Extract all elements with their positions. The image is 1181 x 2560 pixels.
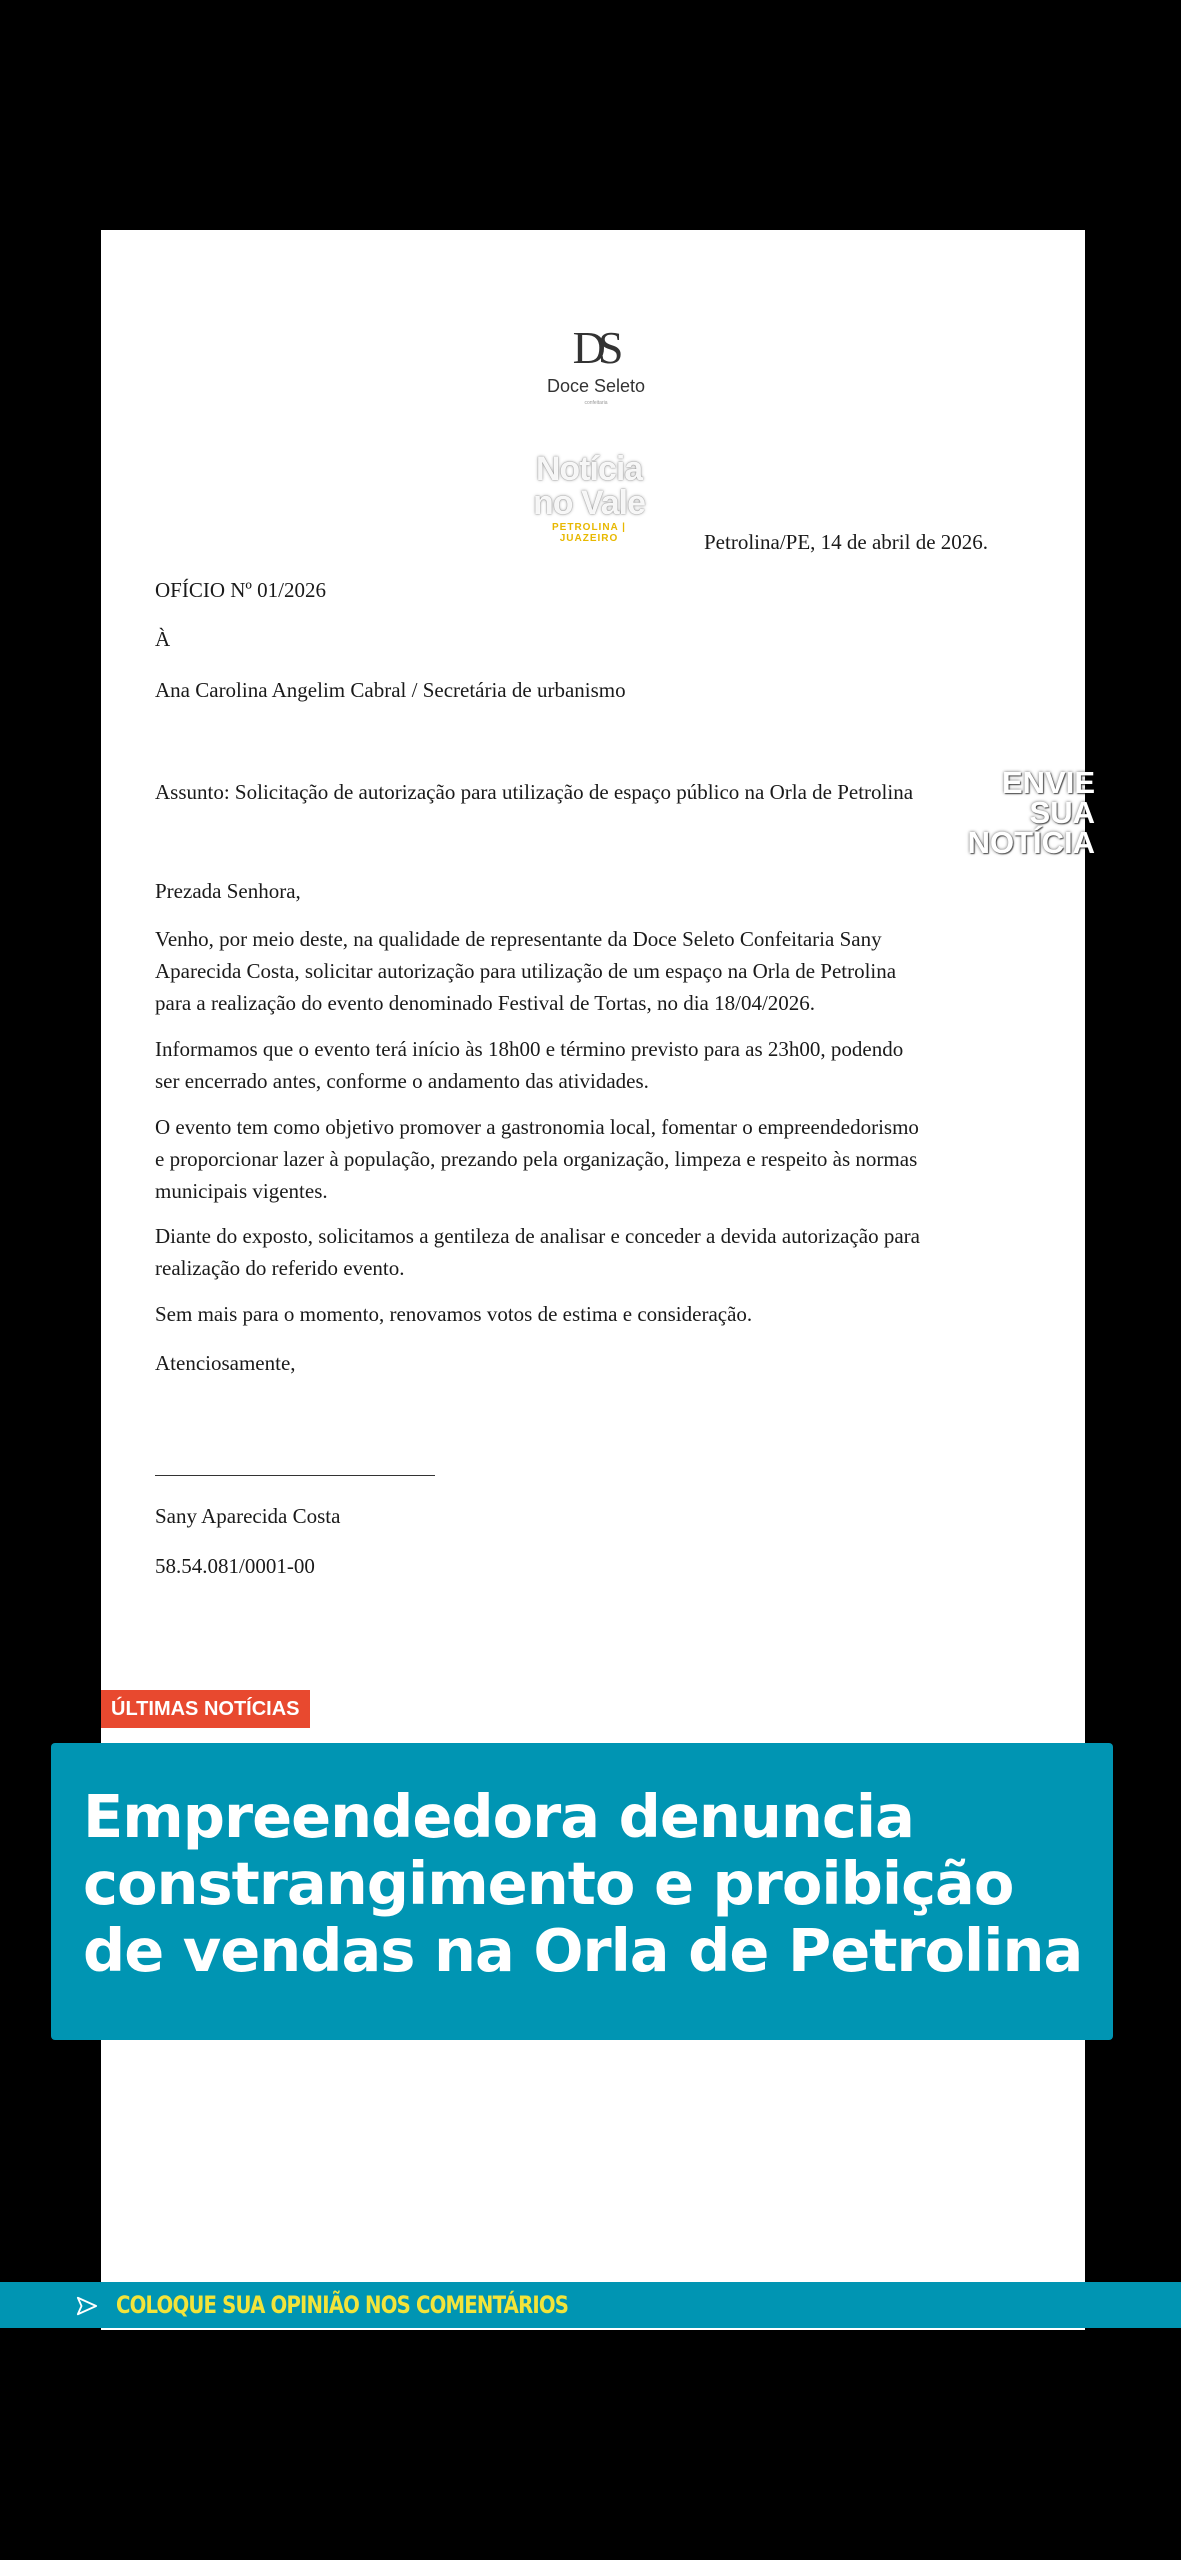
headline — [83, 1783, 1093, 1984]
paragraph-line: O evento tem como objetivo promover a gastronomia local, fomentar o empreendedorismo — [155, 1115, 919, 1139]
watermark-line-3: PETROLINA | JUAZEIRO — [552, 522, 626, 544]
paragraph-line: realização do referido evento. — [155, 1256, 405, 1280]
oficio-number: OFÍCIO Nº 01/2026 — [155, 578, 327, 602]
paragraph-line: e proporcionar lazer à população, prezando pela organização, limpeza e respeito às normas — [155, 1147, 918, 1171]
paragraph-4 — [155, 1220, 1055, 1284]
comment-call-to-action-bar[interactable] — [0, 2282, 1181, 2328]
watermark-line-2: no Vale — [532, 484, 646, 522]
headline-line-2: constrangimento e proibição — [83, 1849, 1014, 1918]
cta-text: COLOQUE SUA OPINIÃO NOS COMENTÁRIOS — [116, 2291, 569, 2319]
closing: Atenciosamente, — [155, 1351, 296, 1375]
addressee-prefix: À — [155, 627, 171, 651]
salutation: Prezada Senhora, — [155, 879, 301, 903]
signature-line — [155, 1475, 435, 1476]
paragraph-1 — [155, 923, 1055, 1019]
headline-line-3: de vendas na Orla de Petrolina — [83, 1916, 1083, 1985]
paragraph-line: Informamos que o evento terá início às 18h00 e término previsto para as 23h00, podendo — [155, 1037, 904, 1061]
paragraph-line: Aparecida Costa, solicitar autorização para utilização de um espaço na Orla de Petrolina — [155, 959, 897, 983]
headline-banner — [51, 1743, 1113, 2040]
noticia-no-vale-watermark — [529, 452, 649, 544]
watermark-line-1: Notícia — [535, 450, 643, 488]
headline-line-1: Empreendedora denuncia — [83, 1782, 914, 1851]
paragraph-line: Venho, por meio deste, na qualidade de representante da Doce Seleto Confeitaria Sany — [155, 927, 882, 951]
paragraph-3 — [155, 1111, 1055, 1207]
envie-line-2: SUA — [1029, 795, 1095, 830]
paragraph-line: Diante do exposto, solicitamos a gentileza de analisar e conceder a devida autorização para — [155, 1224, 920, 1248]
paragraph-2 — [155, 1033, 1055, 1097]
paragraph-5 — [155, 1298, 1055, 1330]
recipient: Ana Carolina Angelim Cabral / Secretária de urbanismo — [155, 678, 626, 702]
logo-subtitle: confeitaria — [584, 400, 608, 406]
paragraph-line: ser encerrado antes, conforme o andamento das atividades. — [155, 1069, 649, 1093]
doce-seleto-logo — [559, 322, 629, 374]
paragraph-line: municipais vigentes. — [155, 1179, 328, 1203]
cnpj: 58.54.081/0001-00 — [155, 1554, 315, 1578]
paragraph-line: Sem mais para o momento, renovamos votos de estima e consideração. — [155, 1302, 753, 1326]
date-line: Petrolina/PE, 14 de abril de 2026. — [704, 530, 989, 554]
envie-line-1: ENVIE — [1001, 765, 1095, 800]
logo-mark: DS — [572, 322, 616, 373]
envie-sua-noticia-overlay[interactable] — [967, 765, 1095, 860]
logo-name: Doce Seleto — [546, 376, 646, 396]
ultimas-noticias-badge: ÚLTIMAS NOTÍCIAS — [101, 1690, 310, 1728]
signer-name: Sany Aparecida Costa — [155, 1504, 341, 1528]
subject-line: Assunto: Solicitação de autorização para utilização de espaço público na Orla de Petrolina — [155, 780, 914, 804]
paragraph-line: para a realização do evento denominado Festival de Tortas, no dia 18/04/2026. — [155, 991, 816, 1015]
envie-line-3: NOTÍCIA — [967, 825, 1095, 860]
send-icon — [76, 2291, 98, 2319]
